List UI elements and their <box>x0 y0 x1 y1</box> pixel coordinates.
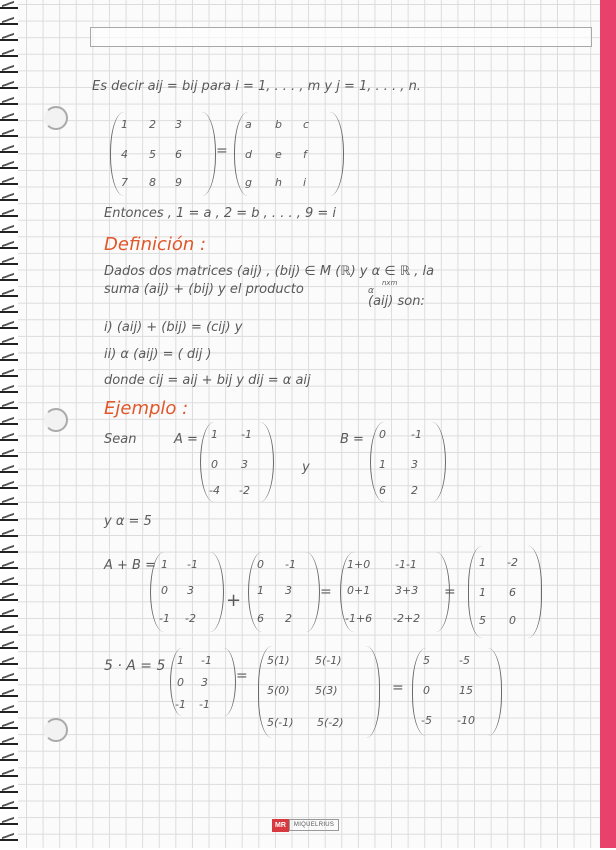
matrix-a <box>200 422 274 502</box>
matrix-cell: 5(-1) <box>267 716 294 729</box>
matrix-cell: g <box>245 176 252 189</box>
matrix-cell: -1 <box>159 612 170 625</box>
matrix-cell: -2+2 <box>393 612 421 625</box>
binder-hole <box>44 408 68 432</box>
matrix-cell: 5(0) <box>267 684 290 697</box>
plus-sign: + <box>226 590 242 611</box>
sum-label: A + B = <box>104 558 156 573</box>
matrix-cell: 5 <box>149 148 156 161</box>
matrix-b-label: B = <box>340 432 364 447</box>
matrix-right <box>234 112 344 196</box>
binder-hole <box>44 718 68 742</box>
matrix-cell: -2 <box>507 556 518 569</box>
matrix-cell: -1 <box>241 428 252 441</box>
matrix-cell: 5 <box>479 614 486 627</box>
matrix-cell: 2 <box>149 118 156 131</box>
matrix-cell: 1 <box>211 428 218 441</box>
equals-sign: = <box>392 680 404 696</box>
matrix-cell: -5 <box>459 654 470 667</box>
matrix-cell: b <box>275 118 282 131</box>
matrix-cell: -1 <box>175 698 186 711</box>
alpha-symbol: α <box>368 286 374 296</box>
definition-line: suma (aij) + (bij) y el producto <box>104 282 304 297</box>
matrix-cell: -4 <box>209 484 220 497</box>
matrix-cell: 6 <box>379 484 386 497</box>
binder-hole <box>44 106 68 130</box>
matrix-cell: 0 <box>211 458 218 471</box>
matrix-cell: 5 <box>423 654 430 667</box>
matrix-cell: 0 <box>423 684 430 697</box>
sum-matrix-result <box>468 546 542 638</box>
example-heading: Ejemplo : <box>104 398 189 419</box>
matrix-cell: 1 <box>257 584 264 597</box>
equals-sign: = <box>444 584 456 600</box>
text-line: Es decir aij = bij para i = 1, . . . , m y j = 1, . . . , n. <box>92 79 421 94</box>
spiral-binding <box>0 0 18 848</box>
matrix-cell: h <box>275 176 282 189</box>
conjunction: y <box>302 460 310 475</box>
matrix-cell: 0 <box>161 584 168 597</box>
definition-line: donde cij = aij + bij y dij = α aij <box>104 373 311 388</box>
definition-item: i) (aij) + (bij) = (cij) y <box>104 320 243 335</box>
matrix-cell: 3 <box>411 458 418 471</box>
scalar-matrix-a <box>170 648 236 716</box>
brand-logo <box>272 818 339 832</box>
matrix-cell: 6 <box>257 612 264 625</box>
matrix-cell: d <box>245 148 252 161</box>
matrix-cell: a <box>245 118 252 131</box>
matrix-cell: 3 <box>241 458 248 471</box>
logo-mark: MR <box>272 819 289 832</box>
matrix-cell: 2 <box>285 612 292 625</box>
scalar-matrix-mid <box>258 646 380 738</box>
matrix-cell: 9 <box>175 176 182 189</box>
page-edge-band <box>600 0 616 848</box>
matrix-cell: 3 <box>201 676 208 689</box>
matrix-cell: 1 <box>479 556 486 569</box>
alpha-line: y α = 5 <box>104 514 152 529</box>
matrix-cell: 4 <box>121 148 128 161</box>
equals-sign: = <box>236 668 248 684</box>
matrix-cell: 1 <box>121 118 128 131</box>
matrix-left <box>110 112 216 196</box>
scalar-label: 5 · A = 5 <box>104 658 166 674</box>
matrix-a-label: A = <box>174 432 198 447</box>
matrix-cell: 5(3) <box>315 684 338 697</box>
matrix-cell: 5(1) <box>267 654 290 667</box>
matrix-cell: 2 <box>411 484 418 497</box>
matrix-cell: -2 <box>185 612 196 625</box>
logo-text: MIQUELRIUS <box>289 819 339 831</box>
definition-line: Dados dos matrices (aij) , (bij) ∈ M (ℝ) y α ∈ ℝ , la <box>104 264 435 279</box>
matrix-cell: 1 <box>379 458 386 471</box>
matrix-cell: 15 <box>459 684 473 697</box>
matrix-cell: 3 <box>187 584 194 597</box>
matrix-cell: 1 <box>161 558 168 571</box>
equals-sign: = <box>320 584 332 600</box>
matrix-cell: 0+1 <box>347 584 371 597</box>
matrix-cell: -1 <box>285 558 296 571</box>
matrix-cell: e <box>275 148 282 161</box>
sum-matrix-b <box>248 552 320 632</box>
title-box <box>90 27 592 47</box>
matrix-cell: 1 <box>479 586 486 599</box>
matrix-cell: 8 <box>149 176 156 189</box>
matrix-cell: 6 <box>509 586 516 599</box>
matrix-cell: 0 <box>257 558 264 571</box>
matrix-cell: 7 <box>121 176 128 189</box>
definition-heading: Definición : <box>104 234 207 255</box>
matrix-cell: -1-1 <box>395 558 417 571</box>
matrix-cell: 3 <box>175 118 182 131</box>
matrix-cell: -1 <box>187 558 198 571</box>
scalar-matrix-result <box>412 648 502 736</box>
matrix-cell: -5 <box>421 714 432 727</box>
matrix-cell: -2 <box>239 484 250 497</box>
subscript: nxm <box>382 279 398 287</box>
example-text: Sean <box>104 432 137 447</box>
matrix-cell: 0 <box>509 614 516 627</box>
matrix-b <box>370 422 446 502</box>
matrix-cell: 0 <box>177 676 184 689</box>
matrix-cell: 6 <box>175 148 182 161</box>
matrix-cell: -1 <box>201 654 212 667</box>
matrix-cell: -1+6 <box>345 612 373 625</box>
text-line: Entonces , 1 = a , 2 = b , . . . , 9 = i <box>104 206 337 221</box>
definition-line: (aij) son: <box>368 294 425 309</box>
matrix-cell: 3 <box>285 584 292 597</box>
matrix-cell: c <box>303 118 310 131</box>
matrix-cell: 5(-2) <box>317 716 344 729</box>
definition-item: ii) α (aij) = ( dij ) <box>104 347 212 362</box>
matrix-cell: -1 <box>199 698 210 711</box>
matrix-cell: 0 <box>379 428 386 441</box>
matrix-cell: 1 <box>177 654 184 667</box>
matrix-cell: 3+3 <box>395 584 419 597</box>
matrix-cell: i <box>303 176 307 189</box>
sum-matrix-a <box>150 552 224 632</box>
matrix-cell: f <box>303 148 307 161</box>
equals-sign: = <box>216 143 228 159</box>
matrix-cell: 5(-1) <box>315 654 342 667</box>
matrix-cell: -1 <box>411 428 422 441</box>
matrix-cell: 1+0 <box>347 558 371 571</box>
sum-matrix-mid <box>340 552 450 632</box>
matrix-cell: -10 <box>457 714 475 727</box>
